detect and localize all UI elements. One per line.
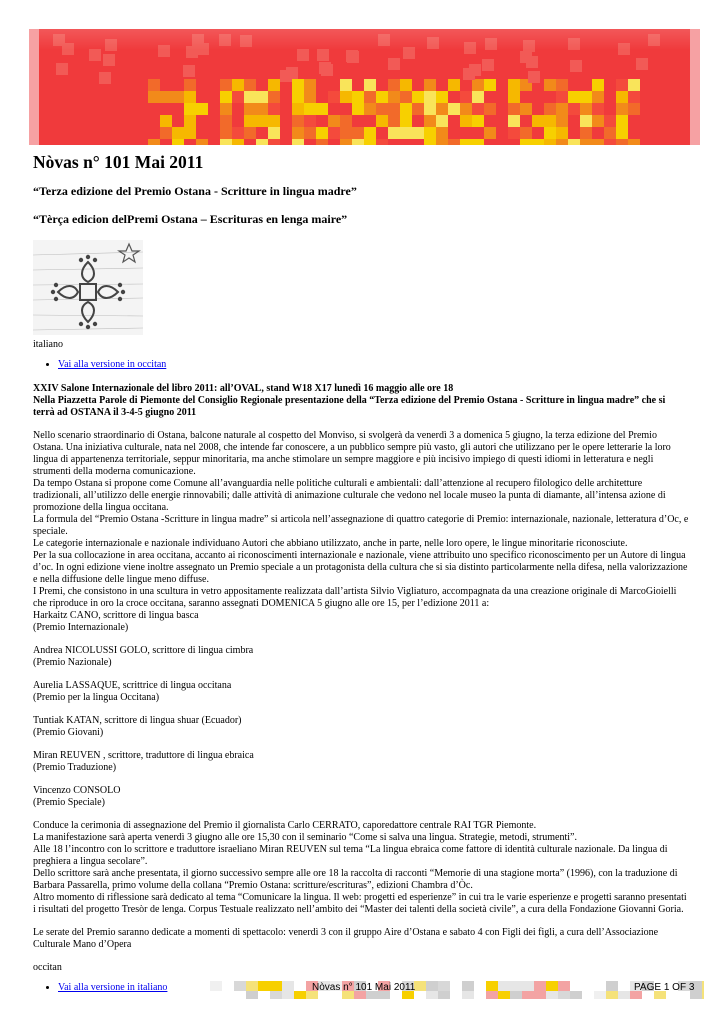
banner-pixel [220,115,232,127]
banner-pixel [184,127,196,139]
banner-pixel [388,103,400,115]
winner-entry [33,750,689,774]
paragraph: Nello scenario straordinario di Ostana, balcone naturale al cospetto del Monviso, si svolgerà da venerdì 3 a domenica 5 giugno, la terza edizione del Premio Ostana. Una iniziativa culturale, nata nel 2008, che intende far conoscere, a un pubblico sempre più vasto, gli autori che utilizzano per le opere letterarie la loro lingua di appartenenza territoriale, seppur minoritaria, ma anche stimolare un sempre maggiore e più incisivo impiego di questi idiomi in letteratura e negli strumenti della moderna comunicazione. [33,430,671,477]
banner-pixel [220,139,232,145]
winner-name: Harkaitz CANO, scrittore di lingua basca [33,610,199,621]
banner-pixel [424,127,436,139]
banner-pixel [412,103,424,115]
banner-pixel [580,139,592,145]
banner-pixel [220,127,232,139]
footer-pixel [546,981,558,991]
banner-pixel [304,91,316,103]
footer-pixel [522,991,534,999]
banner-pixel [184,103,196,115]
winner-name: Andrea NICOLUSSI GOLO, scrittore di lingua cimbra [33,645,254,656]
banner-pixel [304,115,316,127]
language-label-occitan: occitan [33,962,62,973]
banner-pixel [172,91,184,103]
banner-pixel [172,127,184,139]
footer-pixel [594,991,606,999]
banner-pixel [400,127,412,139]
banner-pixel [412,91,424,103]
banner-pixel [256,91,268,103]
winner-entry [33,680,689,704]
banner-pixel [568,139,580,145]
banner-pixel [340,91,352,103]
banner-pixel [364,139,376,145]
banner-pixel [436,103,448,115]
banner-pixel [352,103,364,115]
banner-pixel [220,103,232,115]
banner-pixel [460,139,472,145]
paragraph: La manifestazione sarà aperta venerdì 3 giugno alle ore 15,30 con il seminario “Come si salva una lingua. Strategie, metodi, strumenti”. [33,832,577,843]
banner-pixel [472,115,484,127]
banner-pixel [232,91,244,103]
link-italian-version[interactable]: Vai alla versione in italiano [58,982,168,993]
winner-entry [33,715,689,739]
banner-pixel [148,91,160,103]
banner-pixel [580,103,592,115]
footer-pixel [234,981,246,991]
event-heading-line-2: Nella Piazzetta Parole di Piemonte del Consiglio Regionale presentazione della “Terza edizione del Premio Ostana - Scritture in lingua madre” che si terrà ad OSTANA il 3-4-5 giugno 2011 [33,395,666,418]
list-item [58,359,689,371]
banner-pixel [508,127,520,139]
banner-pixel [520,127,532,139]
banner-pixel [484,103,496,115]
footer-pixel [462,981,474,991]
footer-pixel [414,981,426,991]
banner-pixel [292,103,304,115]
banner-pixel [316,127,328,139]
banner-pixel [340,115,352,127]
paragraph: La formula del “Premio Ostana -Scritture in lingua madre” si articola nell’assegnazione di quattro categorie di Premio: internazionale, nazionale, letteratura d’Oc, e speciale. [33,514,689,537]
winner-entry [33,645,689,669]
banner-pixel [376,91,388,103]
banner-pixel [268,139,280,145]
banner-pixel [628,139,640,145]
footer-pixel [462,991,474,999]
subtitle-occitan: “Tèrça edicion delPremi Ostana – Escrituras en lenga maire” [33,212,348,226]
banner-pixel [616,127,628,139]
banner-pixel [220,91,232,103]
footer-pixel [558,991,570,999]
banner-pixel [196,139,208,145]
banner-pixel [544,139,556,145]
winner-prize: (Premio Nazionale) [33,657,112,668]
link-occitan-version[interactable]: Vai alla versione in occitan [58,359,167,370]
winner-prize: (Premio Traduzione) [33,762,117,773]
banner-pixel [424,103,436,115]
banner-pixel [448,139,460,145]
banner-pixel [388,91,400,103]
banner-pixel [472,103,484,115]
banner-pixel [304,127,316,139]
footer-pixel [426,981,438,991]
banner-pixel [376,139,388,145]
winner-name: Vincenzo CONSOLO [33,785,121,796]
footer-pixel [606,981,618,991]
banner-pixel [424,139,436,145]
banner-pixel [256,103,268,115]
banner-pixel [508,115,520,127]
footer-pixel [438,981,450,991]
footer-document-title: Nòvas n° 101 Mai 2011 [312,982,416,993]
footer-pixel [702,991,704,999]
banner-pixel [160,127,172,139]
footer-pixel [570,991,582,999]
banner-pixel [592,91,604,103]
footer-pixel [294,991,306,999]
banner-pixel [256,139,268,145]
occitan-cross-icon [33,240,143,335]
banner-pixel [544,103,556,115]
banner-pixel [460,115,472,127]
banner-pixel [256,115,268,127]
banner-pixel [328,91,340,103]
banner-pixel [628,103,640,115]
winner-prize: (Premio Giovani) [33,727,104,738]
winner-name: Aurelia LASSAQUE, scrittrice di lingua occitana [33,680,232,691]
banner-pixel [244,91,256,103]
banner-pixel [412,127,424,139]
banner-pixel [508,91,520,103]
paragraph: Da tempo Ostana si propone come Comune all’avanguardia nelle politiche culturali e ambientali: dall’attenzione al recupero filologico delle architetture tradizionali, all’utilizzo delle energie rinnovabili; dalle attività di animazione culturale che vedono nel locale museo la punta di diamante, all’intensa azione di promozione della lingua occitana. [33,478,666,513]
banner-pixel [520,103,532,115]
footer-pixel [282,981,294,991]
banner-pixel [388,127,400,139]
banner-pixel [424,91,436,103]
winner-prize: (Premio per la lingua Occitana) [33,692,160,703]
banner-pixel [604,127,616,139]
banner-pixel [196,103,208,115]
banner-pixel [544,115,556,127]
banner-pixel [616,103,628,115]
footer-pixel [534,991,546,999]
banner-pixel [364,103,376,115]
banner-pixel [244,115,256,127]
banner-pixel [580,115,592,127]
banner-pixel [268,127,280,139]
footer-pixel [438,991,450,999]
banner-pixel [592,139,604,145]
paragraph: Alle 18 l’incontro con lo scrittore e traduttore israeliano Miran REUVEN sul tema “La lingua ebraica come fattore di identità culturale nazionale. Da lingua di preghiera a lingua secolare”. [33,844,668,867]
footer-pixel [606,991,618,999]
banner-pixel [268,115,280,127]
footer-pixel [498,981,510,991]
footer-pixel [522,981,534,991]
banner-pixel [400,91,412,103]
banner-pixel [292,91,304,103]
chambra-logo-banner-graphic [29,29,700,145]
banner-pixel [580,127,592,139]
banner-pixel [328,127,340,139]
banner-pixel [568,91,580,103]
footer-pixel [546,991,558,999]
banner-pixel [460,91,472,103]
paragraph: Per la sua collocazione in area occitana, accanto ai riconoscimenti internazionale e nazionale, viene attribuito uno specifico riconoscimento per un Autore di lingua d’oc. In ogni edizione viene inoltre assegnato un Premio speciale a un protagonista della cultura che si sia distinto particolarmente nella difesa, nella valorizzazione e nella diffusione delle lingue meno diffuse. [33,550,688,585]
banner-pixel [400,115,412,127]
winner-prize: (Premio Speciale) [33,797,105,808]
banner-pixel [520,139,532,145]
banner-pixel [556,115,568,127]
footer-pixel [702,981,704,991]
banner-pixel [424,115,436,127]
event-heading [33,383,689,419]
winner-name: Tuntiak KATAN, scrittore di lingua shuar (Ecuador) [33,715,242,726]
footer-pixel [246,981,258,991]
banner-pixel [292,139,304,145]
banner-pixel [604,115,616,127]
banner-pixel [556,103,568,115]
banner-pixel [244,127,256,139]
banner-pixel [352,127,364,139]
banner-pixel [160,115,172,127]
footer-pixel [426,991,438,999]
banner-pixel [160,91,172,103]
banner-pixel [352,91,364,103]
banner-pixel [184,115,196,127]
banner-pixel [244,103,256,115]
banner-pixel [544,127,556,139]
banner-pixel [340,139,352,145]
banner-pixel [268,103,280,115]
banner-pixel [556,127,568,139]
footer-pixel [498,991,510,999]
page-title: Nòvas n° 101 Mai 2011 [33,152,204,172]
banner-pixel [616,139,628,145]
winner-name: Miran REUVEN , scrittore, traduttore di lingua ebraica [33,750,254,761]
banner-pixel [556,91,568,103]
winner-entry [33,785,689,809]
banner-pixel [604,139,616,145]
language-label-italian: italiano [33,339,63,350]
banner-pixel [328,115,340,127]
footer-pixel [258,981,270,991]
banner-pixel [292,127,304,139]
banner-pixel [532,115,544,127]
footer-pixel [534,981,546,991]
banner-pixel [388,115,400,127]
banner-pixel [436,91,448,103]
banner-pixel [568,103,580,115]
footer-pixel [282,991,294,999]
banner-pixel [364,91,376,103]
banner-pixel [448,103,460,115]
document-content [33,152,689,1006]
footer-pixel [210,981,222,991]
banner-pixel [628,91,640,103]
event-heading-line-1: XXIV Salone Internazionale del libro 2011: all’OVAL, stand W18 X17 lunedì 16 maggio alle ore 18 [33,383,454,394]
banner-pixel [148,139,160,145]
footer-pixel [510,991,522,999]
banner-pixel [400,103,412,115]
banner-pixel [268,91,280,103]
banner-pixel [436,115,448,127]
banner-pixel [616,91,628,103]
banner-pixel [292,115,304,127]
banner-pixel [304,103,316,115]
banner-pixel [316,139,328,145]
banner-pixel [472,91,484,103]
footer-pixel [618,991,630,999]
footer-pixel [246,991,258,999]
banner-pixel [376,103,388,115]
footer-pixel [270,991,282,999]
chambra-banner [29,29,700,145]
banner-pixel [316,103,328,115]
footer-pixel [486,991,498,999]
banner-pixel [232,139,244,145]
footer-pixel [558,981,570,991]
banner-pixel [340,127,352,139]
paragraph: Conduce la cerimonia di assegnazione del Premio il giornalista Carlo CERRATO, caporedattore centrale RAI TGR Piemonte. [33,820,537,831]
banner-pixel [232,127,244,139]
banner-pixel [556,139,568,145]
banner-pixel [616,115,628,127]
banner-pixel [184,91,196,103]
paragraph: Le serate del Premio saranno dedicate a momenti di spettacolo: venerdì 3 con il gruppo Aire d’Ostana e sabato 4 con Figli dei figli, a cura dell’Associazione Culturale Mano d’Opera [33,927,659,950]
banner-pixel [436,139,448,145]
banner-pixel [436,127,448,139]
footer-page-number: PAGE 1 OF 3 [634,982,695,993]
banner-pixel [508,103,520,115]
footer-pixel [486,981,498,991]
winner-prize: (Premio Internazionale) [33,622,129,633]
paragraph: I Premi, che consistono in una scultura in vetro appositamente realizzata dall’artista Silvio Vigliaturo, accompagnata da una creazione originale di MarcoGioielli che riproduce in oro la croce occitana, saranno assegnati DOMENICA 5 giugno alle ore 15, per l’edizione 2011 a: [33,586,677,609]
banner-pixel [472,139,484,145]
paragraph: Le categorie internazionale e nazionale individuano Autori che abbiano utilizzato, anche in parte, nelle loro opere, le lingue minoritarie riconosciute. [33,538,628,549]
banner-pixel [532,139,544,145]
banner-pixel [364,127,376,139]
paragraph: Dello scrittore sarà anche presentata, il giorno successivo sempre alle ore 18 la raccolta di racconti “Memorie di una stagione morta” (1996), con la traduzione di Barbara Passarella, primo volume della collana “Premio Ostana: scritture/escrituras”, edizioni Chambra d’Òc. [33,868,678,891]
paragraph: Altro momento di riflessione sarà dedicato al tema “Comunicare la lingua. Il web: progetti ed esperienze” in cui tra le varie esperienze e progetti saranno presentati i risultati del progetto Tresòr de lenga. Corpus Testuale realizzato nell’ambito dei “Master dei talenti della società civile”, a cura della Fondazione Giovanni Goria. [33,892,687,915]
banner-pixel [580,91,592,103]
banner-pixel [172,139,184,145]
banner-pixel [352,139,364,145]
banner-pixel [460,103,472,115]
subtitle-italian: “Terza edizione del Premio Ostana - Scritture in lingua madre” [33,184,357,198]
language-link-list-top [33,359,689,371]
footer-pixel-strip [210,979,704,999]
banner-pixel [592,103,604,115]
footer-pixel [510,981,522,991]
banner-pixel [484,127,496,139]
winner-entry [33,610,689,634]
banner-pixel [592,115,604,127]
footer-pixel [270,981,282,991]
banner-pixel [376,115,388,127]
